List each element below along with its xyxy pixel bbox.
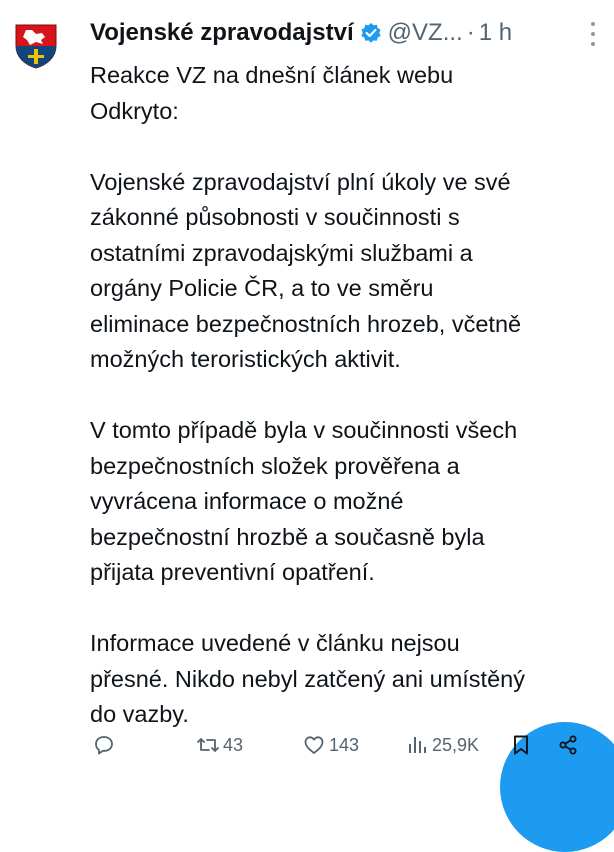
tweet-paragraph: Reakce VZ na dnešní článek webu Odkryto: (90, 62, 454, 124)
bookmark-icon (509, 733, 533, 757)
bookmark-button[interactable] (509, 728, 533, 762)
views-button[interactable] (405, 728, 479, 762)
coat-of-arms-icon (12, 22, 60, 70)
verified-badge-icon (360, 22, 382, 44)
timestamp[interactable]: 1 h (478, 19, 513, 46)
avatar[interactable] (12, 22, 60, 70)
tweet-text (90, 58, 605, 733)
views-icon (405, 733, 429, 757)
separator: · (466, 19, 475, 46)
views-count: 25,9K (432, 734, 480, 755)
tweet-paragraph: V tomto případě byla v součinnosti všech bezpečnostních složek prověřena a vyvrácena informace o možné bezpečnostní hrozbě a současně byla přijata preventivní opatření. (90, 417, 518, 585)
like-button[interactable] (302, 728, 359, 762)
repost-button[interactable] (196, 728, 243, 762)
like-count: 143 (329, 734, 360, 755)
reply-icon (92, 733, 116, 757)
tweet-header (90, 12, 604, 54)
author-handle[interactable]: @VZ... (387, 19, 463, 46)
share-button[interactable] (556, 728, 580, 762)
repost-icon (196, 733, 220, 757)
share-icon (556, 733, 580, 757)
author-name[interactable]: Vojenské zpravodajství (90, 19, 354, 46)
heart-icon (302, 733, 326, 757)
tweet-paragraph: Vojenské zpravodajství plní úkoly ve své zákonné působnosti v součinnosti s ostatními zpravodajskými službami a orgány Policie ČR, a to ve směru eliminace bezpečnostních hrozeb, včetně možných teroristických aktivit. (90, 168, 522, 372)
repost-count: 43 (223, 734, 244, 755)
tweet-paragraph: Informace uvedené v článku nejsou přesné. Nikdo nebyl zatčený ani umístěný do vazby. (90, 630, 525, 727)
action-bar (0, 728, 614, 768)
reply-button[interactable] (92, 728, 116, 762)
more-options-icon[interactable] (590, 22, 596, 48)
